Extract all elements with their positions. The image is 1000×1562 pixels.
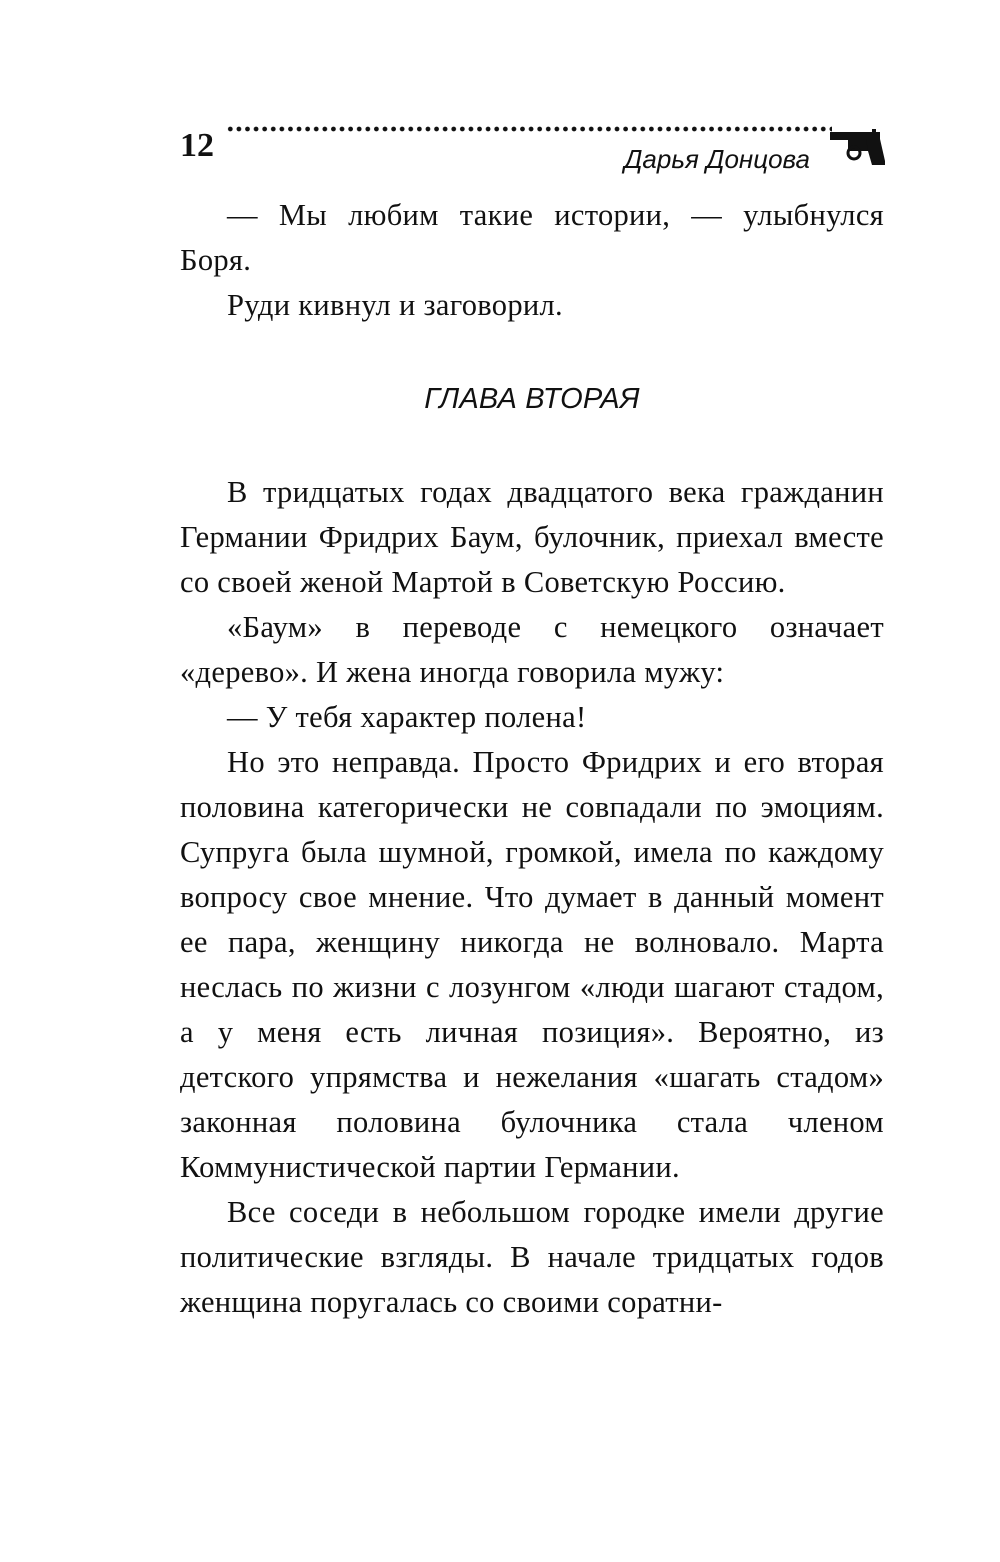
author-name: Дарья Донцова [624, 144, 810, 174]
paragraph: — Мы любим такие истории, — улыбнулся Боря. [180, 198, 884, 277]
paragraph: — У тебя характер полена! [227, 700, 587, 734]
revolver-icon [828, 127, 886, 167]
paragraph: Руди кивнул и заговорил. [227, 288, 563, 322]
header-dotted-rule [226, 124, 832, 134]
chapter-heading: ГЛАВА ВТОРАЯ [424, 383, 640, 415]
page-text [180, 193, 884, 1325]
paragraph: Но это неправда. Просто Фридрих и его вторая половина категорически не совпадали по эмоциям. Супруга была шумной, громкой, имела по каждому вопросу свое мнение. Что думает в данный момент ее пара, женщину никогда не волновало. Марта неслась по жизни с лозунгом «люди шагают стадом, а у меня есть личная позиция». Вероятно, из детского упрямства и нежелания «шагать стадом» законная половина булочника стала членом Коммунистической партии Германии. [180, 745, 884, 1184]
revolver-barrel [830, 129, 880, 140]
page-number: 12 [180, 127, 214, 164]
paragraph: «Баум» в переводе с немецкого означает «дерево». И жена иногда говорила мужу: [180, 610, 884, 689]
revolver-grip [866, 139, 885, 165]
paragraph: В тридцатых годах двадцатого века гражданин Германии Фридрих Баум, булочник, приехал вместе со своей женой Мартой в Советскую Россию. [180, 475, 884, 599]
paragraph: Все соседи в небольшом городке имели другие политические взгляды. В начале тридцатых годов женщина поругалась со своими соратни- [180, 1195, 884, 1319]
